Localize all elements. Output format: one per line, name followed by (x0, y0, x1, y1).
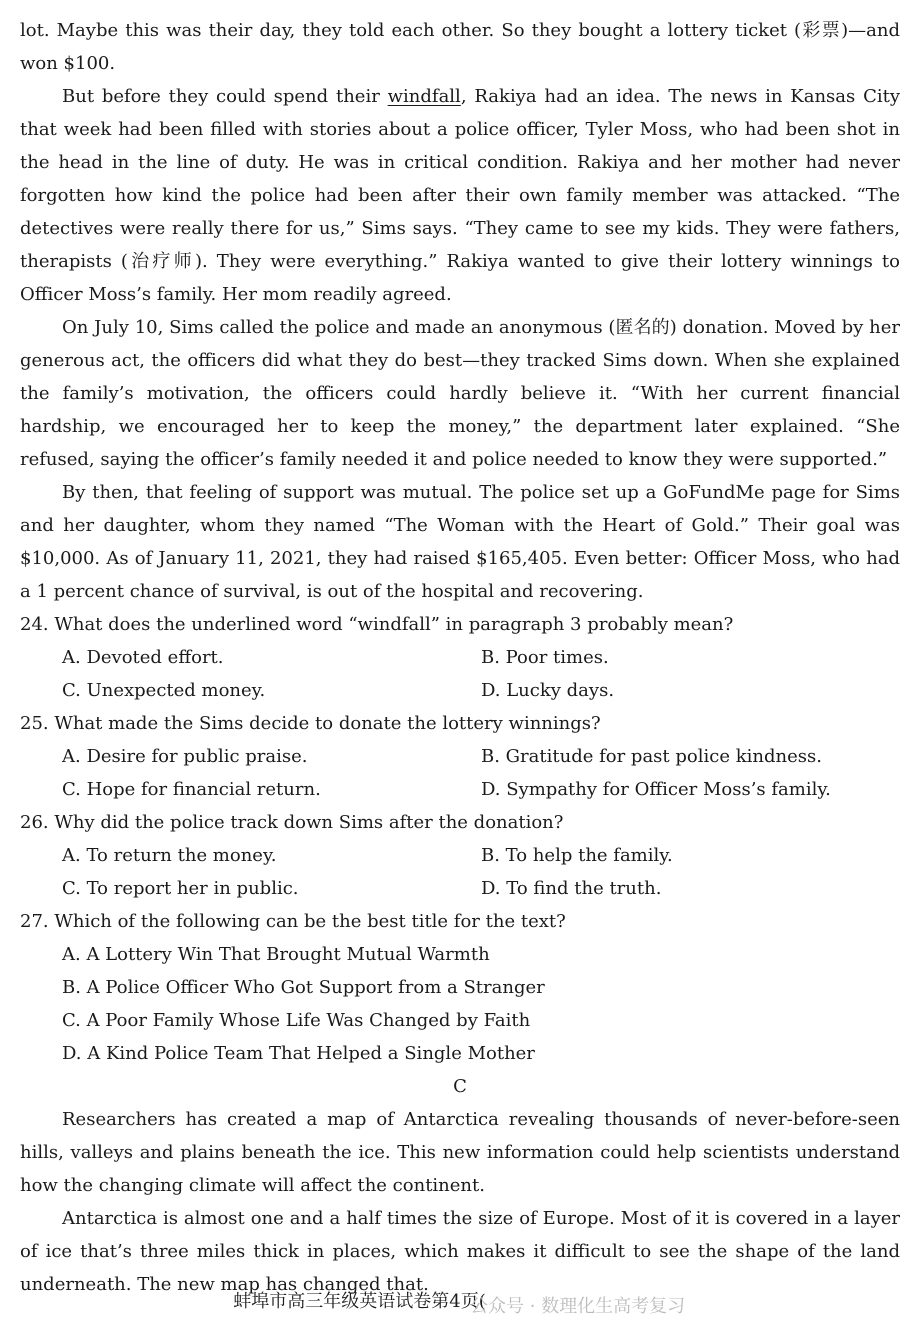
question-24: 24. What does the underlined word “windfall” in paragraph 3 probably mean? (20, 614, 734, 635)
option: D. Lucky days. (481, 680, 615, 701)
option: A. Devoted effort. (62, 647, 224, 668)
option: D. Sympathy for Officer Moss’s family. (481, 779, 831, 800)
options-27 (20, 938, 900, 1070)
options-24 (20, 641, 900, 707)
paragraph-2-end: lot. Maybe this was their day, they told each other. So they bought a lottery ticket (彩票)—and won $100. (20, 20, 900, 74)
section-heading: C (453, 1076, 467, 1097)
option: A. Desire for public praise. (62, 746, 308, 767)
options-25 (20, 740, 900, 806)
option: A. A Lottery Win That Brought Mutual Warmth (62, 944, 490, 965)
question-26: 26. Why did the police track down Sims after the donation? (20, 812, 564, 833)
option: A. To return the money. (62, 845, 277, 866)
paragraph-3: But before they could spend their windfall, Rakiya had an idea. The news in Kansas City that week had been filled with stories about a police officer, Tyler Moss, who had been shot in the head in the line of duty. He was in critical condition. Rakiya and her mother had never forgotten how kind the police had been after their own family member was attacked. “The detectives were really there for us,” Sims says. “They came to see my kids. They were fathers, therapists (治疗师). They were everything.” Rakiya wanted to give their lottery winnings to Officer Moss’s family. Her mom readily agreed. (20, 86, 900, 305)
question-27: 27. Which of the following can be the best title for the text? (20, 911, 566, 932)
paragraph-5: By then, that feeling of support was mutual. The police set up a GoFundMe page for Sims and her daughter, whom they named “The Woman with the Heart of Gold.” Their goal was $10,000. As of January 11, 2021, they had raised $165,405. Even better: Officer Moss, who had a 1 percent chance of survival, is out of the hospital and recovering. (20, 482, 900, 602)
passage-c-paragraph-2: Antarctica is almost one and a half times the size of Europe. Most of it is covered in a layer of ice that’s three miles thick in places, which makes it difficult to see the shape of the land underneath. The new map has changed that. (20, 1208, 900, 1295)
option: C. A Poor Family Whose Life Was Changed by Faith (62, 1010, 531, 1031)
option: C. Unexpected money. (62, 680, 266, 701)
option: D. To find the truth. (481, 878, 662, 899)
option: C. Hope for financial return. (62, 779, 321, 800)
exam-page (20, 14, 900, 1301)
option: B. Gratitude for past police kindness. (481, 746, 822, 767)
passage-c-paragraph-1: Researchers has created a map of Antarctica revealing thousands of never-before-seen hills, valleys and plains beneath the ice. This new information could help scientists understand how the changing climate will affect the continent. (20, 1109, 900, 1196)
watermark: 公众号 · 数理化生高考复习 (470, 1296, 686, 1317)
options-26 (20, 839, 900, 905)
option: B. A Police Officer Who Got Support from a Stranger (62, 977, 545, 998)
option: B. Poor times. (481, 647, 609, 668)
option: B. To help the family. (481, 845, 673, 866)
paragraph-4: On July 10, Sims called the police and made an anonymous (匿名的) donation. Moved by her generous act, the officers did what they do best—they tracked Sims down. When she explained the family’s motivation, the officers could hardly believe it. “With her current financial hardship, we encouraged her to keep the money,” the department later explained. “She refused, saying the officer’s family needed it and police needed to know they were supported.” (20, 317, 900, 470)
option: C. To report her in public. (62, 878, 299, 899)
option: D. A Kind Police Team That Helped a Single Mother (62, 1043, 535, 1064)
question-25: 25. What made the Sims decide to donate the lottery winnings? (20, 713, 601, 734)
page-footer: 蚌埠市高三年级英语试卷第4页( (233, 1291, 486, 1312)
underlined-word: windfall (387, 86, 461, 107)
